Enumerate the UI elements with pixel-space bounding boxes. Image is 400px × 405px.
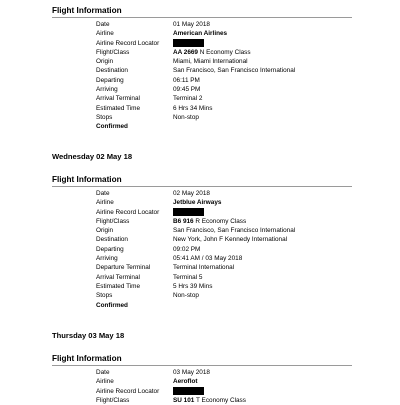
redaction-block (173, 208, 204, 216)
section-title: Flight Information (52, 174, 352, 187)
detail-label: Flight/Class (96, 48, 130, 56)
flight-number: B6 916 (173, 217, 194, 225)
detail-value: 09:02 PM (173, 245, 201, 253)
status-row (52, 122, 352, 131)
detail-row (52, 377, 352, 386)
detail-label: Destination (96, 236, 128, 244)
redaction-block (173, 387, 204, 395)
detail-value: Aeroflot (173, 378, 198, 386)
detail-row (52, 282, 352, 291)
detail-value (173, 396, 246, 405)
detail-row (52, 387, 352, 396)
detail-label: Arrival Terminal (96, 273, 140, 281)
detail-label: Airline (96, 199, 114, 207)
detail-label: Estimated Time (96, 104, 141, 112)
redaction-block (173, 39, 204, 47)
detail-value: Jetblue Airways (173, 199, 222, 207)
detail-row (52, 368, 352, 377)
detail-row (52, 113, 352, 122)
detail-row (52, 48, 352, 57)
flight-section-3 (52, 353, 352, 405)
detail-value: Terminal International (173, 264, 235, 272)
detail-row (52, 217, 352, 226)
flight-number: AA 2669 (173, 48, 198, 56)
detail-label: Estimated Time (96, 282, 141, 290)
detail-label: Origin (96, 58, 114, 66)
detail-row (52, 263, 352, 272)
detail-row (52, 235, 352, 244)
detail-label: Departure Terminal (96, 264, 151, 272)
detail-label: Airline (96, 30, 114, 38)
detail-value: Terminal 5 (173, 273, 203, 281)
detail-row (52, 189, 352, 198)
detail-row (52, 273, 352, 282)
detail-label: Stops (96, 113, 113, 121)
detail-row (52, 254, 352, 263)
detail-label: Departing (96, 245, 124, 253)
detail-value: 06:11 PM (173, 76, 200, 84)
detail-label: Date (96, 21, 110, 28)
detail-value: 09:45 PM (173, 86, 201, 94)
detail-value: 6 Hrs 34 Mins (173, 104, 213, 112)
detail-label: Airline Record Locator (96, 387, 160, 395)
detail-label: Stops (96, 292, 113, 300)
detail-value: Terminal 2 (173, 95, 203, 103)
detail-value (173, 48, 251, 57)
detail-label: Origin (96, 227, 114, 235)
flight-number: SU 101 (173, 396, 195, 404)
detail-row (52, 39, 352, 48)
detail-value: 03 May 2018 (173, 369, 210, 376)
detail-label: Arriving (96, 255, 118, 263)
detail-row (52, 29, 352, 38)
detail-row (52, 104, 352, 113)
flight-class: T Economy Class (194, 396, 246, 404)
detail-row (52, 66, 352, 75)
detail-value: 02 May 2018 (173, 190, 210, 197)
detail-value: San Francisco, San Francisco International (173, 227, 296, 235)
detail-label: Arriving (96, 86, 118, 94)
detail-label: Date (96, 369, 110, 376)
detail-label: Flight/Class (96, 217, 130, 225)
detail-row (52, 94, 352, 103)
detail-label: Airline (96, 378, 114, 386)
detail-row (52, 245, 352, 254)
detail-value: 05:41 AM / 03 May 2018 (173, 255, 243, 263)
status-label: Confirmed (96, 301, 128, 309)
detail-row (52, 291, 352, 300)
flight-section-1 (52, 5, 352, 132)
status-label: Confirmed (96, 123, 128, 131)
detail-label: Destination (96, 67, 128, 75)
section-title: Flight Information (52, 353, 352, 366)
detail-value: 5 Hrs 39 Mins (173, 282, 213, 290)
detail-row (52, 208, 352, 217)
detail-label: Arrival Terminal (96, 95, 140, 103)
detail-label: Date (96, 190, 110, 197)
detail-row (52, 76, 352, 85)
detail-row (52, 198, 352, 207)
detail-label: Departing (96, 76, 124, 84)
day-heading: Wednesday 02 May 18 (52, 152, 133, 161)
day-heading: Thursday 03 May 18 (52, 331, 125, 340)
flight-section-2 (52, 174, 352, 310)
detail-value: American Airlines (173, 30, 228, 38)
detail-value (173, 217, 246, 226)
flight-class: R Economy Class (193, 217, 247, 225)
flight-class: N Economy Class (198, 48, 251, 56)
section-title: Flight Information (52, 5, 352, 18)
detail-row (52, 85, 352, 94)
status-row (52, 301, 352, 310)
detail-row (52, 20, 352, 29)
detail-value: Miami, Miami International (173, 58, 248, 66)
detail-row (52, 57, 352, 66)
detail-value: New York, John F Kennedy International (173, 236, 288, 244)
detail-value: Non-stop (173, 113, 199, 121)
detail-label: Flight/Class (96, 396, 130, 404)
detail-label: Airline Record Locator (96, 208, 160, 216)
detail-value: 01 May 2018 (173, 21, 210, 28)
detail-value: Non-stop (173, 292, 199, 300)
detail-row (52, 396, 352, 405)
detail-row (52, 226, 352, 235)
detail-label: Airline Record Locator (96, 39, 160, 47)
detail-value: San Francisco, San Francisco International (173, 67, 296, 75)
